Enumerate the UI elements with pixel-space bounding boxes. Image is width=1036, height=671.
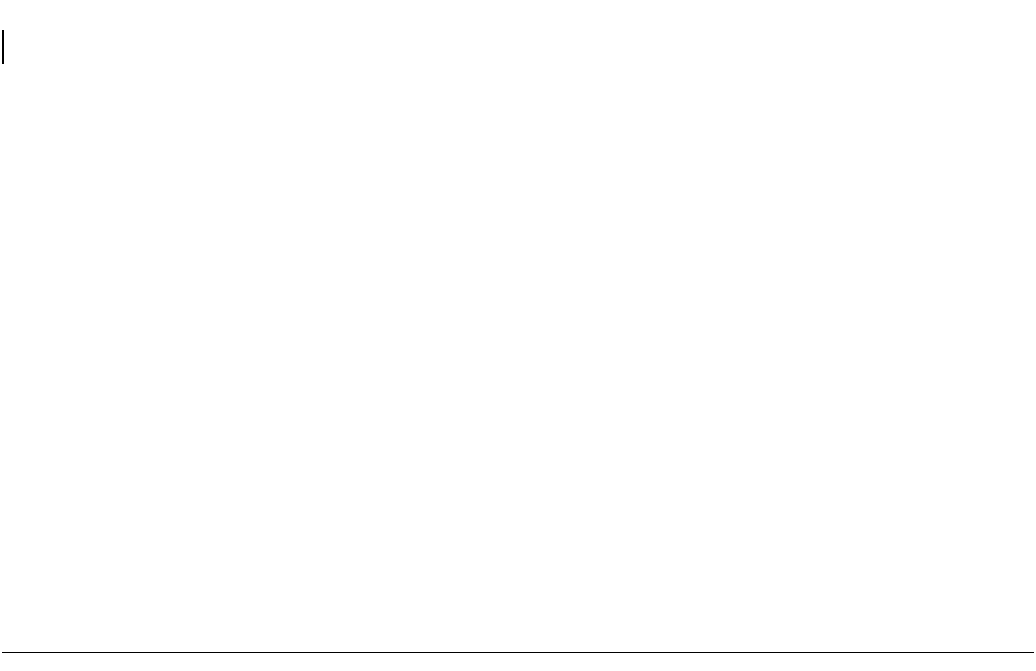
deaths-table [2, 30, 4, 64]
col-label-provincia-distrito [3, 31, 4, 64]
table-header [3, 31, 4, 64]
footer-divider [2, 652, 1034, 653]
